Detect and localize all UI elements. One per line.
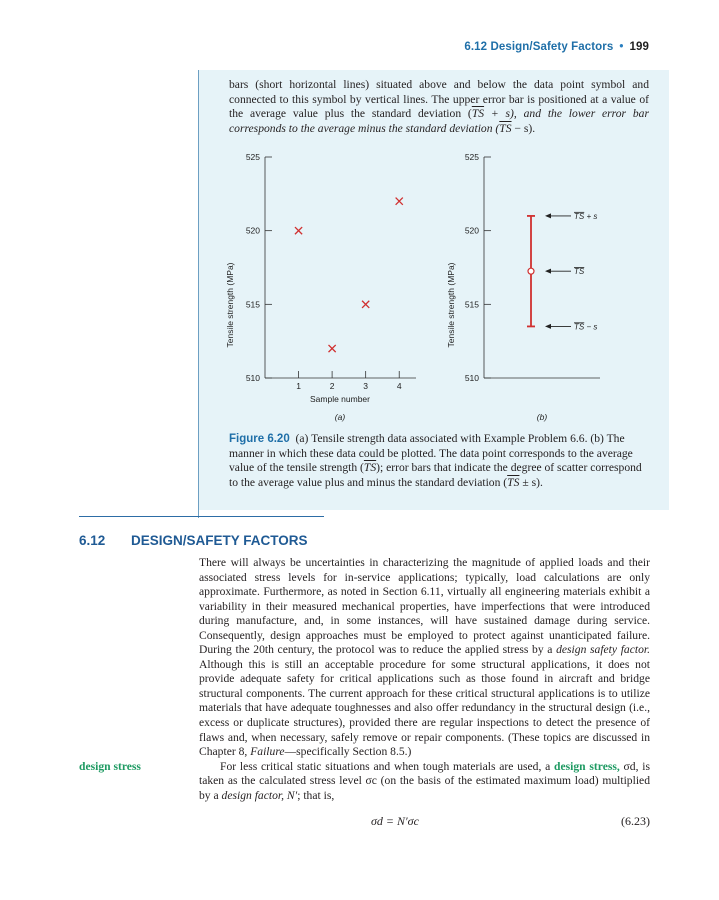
chart-b-annotation-2 xyxy=(545,322,597,331)
header-separator: • xyxy=(619,41,624,53)
chart-b-ts-symbol: TS xyxy=(574,211,585,221)
equation: σd = N′σc xyxy=(371,814,419,828)
intro-ts-lower: $\overline{TS}$ xyxy=(499,121,512,135)
chart-a-point-1 xyxy=(295,227,302,234)
chart-b xyxy=(446,152,600,422)
header-page-number: 199 xyxy=(629,41,649,53)
chart-b-arrow-head xyxy=(545,324,551,329)
chart-b-arrow-head xyxy=(545,213,551,218)
caption-ts-avg: $\overline{TS}$ xyxy=(363,461,377,474)
p1-emphasis-failure: Failure xyxy=(250,745,285,759)
chart-a-point-2 xyxy=(329,345,336,352)
chart-a-ylabel: Tensile strength (MPa) xyxy=(225,262,235,348)
section-heading xyxy=(79,533,308,548)
chart-a-point-4 xyxy=(396,198,403,205)
chart-b-ts-symbol: TS xyxy=(574,267,585,277)
chart-b-ytick-label-3: 525 xyxy=(464,152,479,162)
body-paragraph-2 xyxy=(199,760,650,804)
p2-text-b: σd, is taken as the calculated stress level σc (on the basis of the estimated maximum load) multiplied by a xyxy=(199,759,650,802)
chart-b-ytick-label-2: 520 xyxy=(464,225,479,236)
chart-a-xtick-label-2: 3 xyxy=(363,381,369,391)
chart-b-annotation-suffix: − s xyxy=(584,322,598,332)
intro-paragraph xyxy=(229,78,649,136)
chart-a-ytick-label-2: 520 xyxy=(245,225,260,236)
margin-glossary-term: design stress xyxy=(79,760,141,773)
chart-b-mean-point xyxy=(528,268,534,274)
chart-b-annotation-label xyxy=(574,322,597,331)
chart-a-xtick-label-1: 2 xyxy=(329,381,335,391)
caption-text-1: (a) Tensile strength data associated with Example Problem 6.6. (b) The manner in which these data could be plotted. The data point corresponds to the average value of the tensile strength ( xyxy=(229,432,633,474)
chart-a-panel-label: (a) xyxy=(334,412,346,422)
p2-text-a: For less critical static situations and when tough materials are used, a xyxy=(220,759,555,773)
section-rule xyxy=(79,516,324,517)
chart-a-ytick-label-3: 525 xyxy=(245,152,260,162)
section-number: 6.12 xyxy=(79,533,106,548)
intro-text-1: bars (short horizontal lines) situated above and below the data point symbol and connected to this symbol by vertical lines. The upper error bar is positioned at a value of the average value plus the standard deviation ( xyxy=(229,78,649,121)
p1-text-c: —specifically Section 8.5.) xyxy=(284,745,412,759)
chart-b-annotation-label xyxy=(574,212,597,221)
intro-text-2: + s), and the lower error bar corresponds to the average minus the standard deviation ( xyxy=(229,107,649,135)
chart-b-annotation-0 xyxy=(545,212,597,221)
intro-text-3: − s). xyxy=(511,121,536,135)
body-text xyxy=(199,556,650,803)
body-paragraph-1 xyxy=(199,556,650,760)
header-section: 6.12 Design/Safety Factors xyxy=(464,41,614,53)
chart-b-arrow-head xyxy=(545,269,551,274)
running-header xyxy=(464,41,649,53)
chart-a-xtick-label-3: 4 xyxy=(396,381,402,391)
chart-a-xlabel: Sample number xyxy=(309,394,371,404)
figure-label: Figure 6.20 xyxy=(229,433,290,445)
chart-a xyxy=(225,152,416,422)
chart-b-annotation-label xyxy=(574,267,585,276)
equation-number: (6.23) xyxy=(621,814,650,828)
caption-text-3: ± s). xyxy=(519,475,543,489)
p2-text-c: ; that is, xyxy=(297,788,335,802)
chart-a-ytick-label-1: 515 xyxy=(245,299,260,310)
chart-a-ytick-label-0: 510 xyxy=(245,373,260,383)
chart-b-ytick-label-0: 510 xyxy=(464,373,479,383)
chart-a-xtick-label-0: 1 xyxy=(296,381,301,391)
p2-term-design-stress: design stress, xyxy=(554,759,620,773)
section-title: DESIGN/SAFETY FACTORS xyxy=(131,533,308,548)
chart-b-ytick-label-1: 515 xyxy=(464,299,479,310)
chart-b-panel-label: (b) xyxy=(536,412,548,422)
chart-b-ts-symbol: TS xyxy=(574,322,585,332)
figure-box-rule xyxy=(198,70,199,518)
caption-ts-pm: $\overline{TS}$ xyxy=(507,475,520,489)
chart-b-annotation-1 xyxy=(545,267,585,276)
intro-ts-upper: $\overline{TS}$ xyxy=(471,107,485,121)
figure-charts xyxy=(200,145,620,427)
chart-b-annotation-suffix: + s xyxy=(584,211,598,221)
p1-emphasis-design-safety-factor: design safety factor. xyxy=(556,643,651,657)
chart-a-point-3 xyxy=(362,301,369,308)
p1-text-b: Although this is still an acceptable procedure for some structural applications, it does not provide adequate safety for critical applications such as those found in aircraft and bridge structural components. The current approach for these critical structural applications is to utilize materials that have adequate toughnesses and also offer redundancy in the structural design (i.e., excess or duplicate structures), provided there are regular inspections to detect the presence of flaws and, when necessary, safely remove or repair components. (These topics are discussed in Chapter 8, xyxy=(199,657,650,759)
p1-text-a: There will always be uncertainties in characterizing the magnitude of applied loads and their associated stress levels for in-service applications; typically, load calculations are only approximate. Furthermore, as noted in Section 6.11, virtually all engineering materials exhibit a variability in their measured mechanical properties, have imperfections that were introduced during manufacture, and, in some instances, will have sustained damage during service. Consequently, design approaches must be employed to protect against unanticipated failure. During the 20th century, the protocol was to reduce the applied stress by a xyxy=(199,556,650,657)
caption-text-2: ); error bars that indicate the degree of scatter correspond to the average value plus and minus the standard deviation ( xyxy=(229,461,642,489)
figure-caption xyxy=(229,432,649,490)
chart-b-ylabel: Tensile strength (MPa) xyxy=(446,262,456,348)
p2-emphasis-design-factor: design factor, N′ xyxy=(221,788,298,802)
